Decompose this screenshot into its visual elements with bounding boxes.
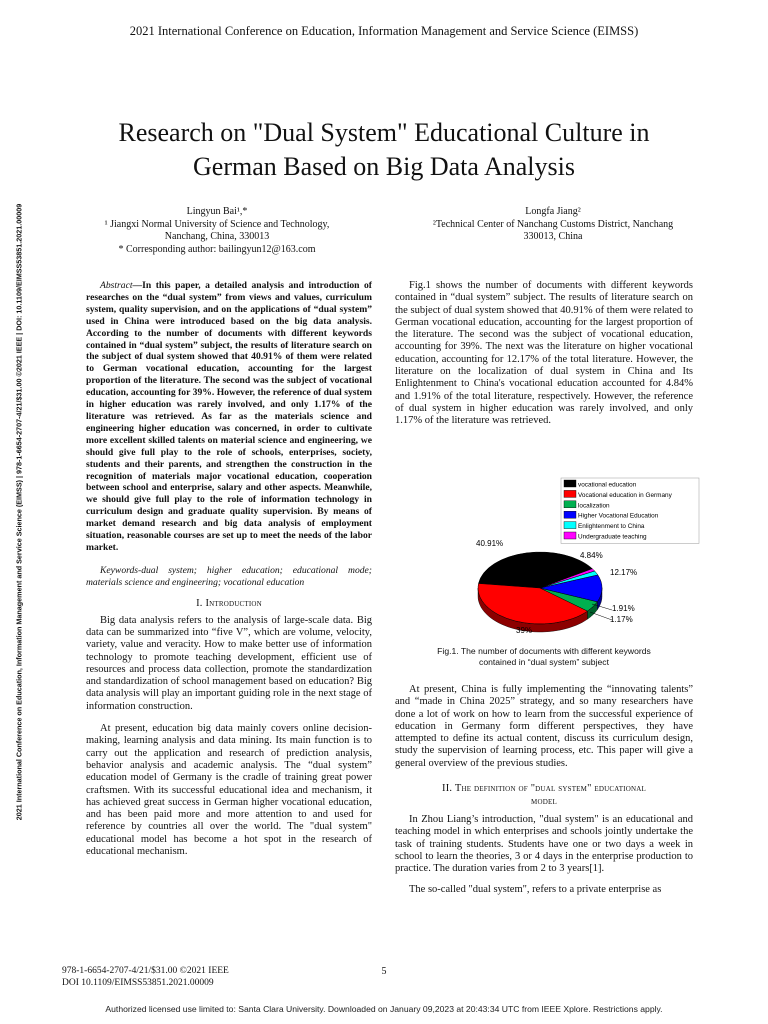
pie-data-label-3: 12.17%	[610, 568, 638, 577]
legend-swatch-0	[564, 480, 576, 487]
figure-1	[462, 476, 702, 636]
pie-data-label-4: 1.91%	[612, 604, 635, 613]
figure-caption-line-1: Fig.1. The number of documents with different keywords	[437, 646, 651, 656]
section-1-paragraph-2: At present, education big data mainly covers online decision-making, learning analysis and data mining. Its main function is to carry out the application and research of prediction analysis, behavior analysis and academic analysis. The “dual system” education model of Germany is the cradle of training great power craftsmen. With its successful educational idea and mechanism, it has achieved great success in German higher vocational education, and has been paid more and more attention to and used for reference by countries all over the world. The "dual system" educational model has become a hot spot in the research of educational mechanism.	[86, 723, 372, 857]
legend-label-5: Undergraduate teaching	[578, 533, 647, 541]
title-line-1: Research on "Dual System" Educational Culture in	[118, 118, 650, 147]
figure-caption-line-2: contained in “dual system” subject	[479, 657, 609, 667]
side-identifier	[12, 0, 26, 1024]
left-column	[86, 280, 372, 858]
abstract-label: Abstract	[100, 280, 133, 291]
side-identifier-text: 2021 International Conference on Education, Information Management and Service Science (EIMSS) | 978-1-6654-2707-4/21/$31.00 ©2021 IEEE | DOI: 10.1109/EIMSS53851.2021.00009	[14, 203, 24, 821]
legend-swatch-4	[564, 522, 576, 529]
section-2-heading-line-1: II. The definition of "dual system" educational	[442, 783, 646, 795]
section-2-paragraph-1: In Zhou Liang’s introduction, "dual system" is an educational and teaching model in which enterprises and schools jointly undertake the task of training students. Students have one or two days a week in school to learn the theories, 3 or 4 days in the enterprise production to practice. The duration varies from 2 to 3 years[1].	[395, 814, 693, 875]
author-affiliation-2b: 330013, China	[523, 231, 583, 242]
legend-label-2: localization	[578, 502, 610, 510]
legend-label-1: Vocational education in Germany	[578, 491, 672, 499]
author-name-2: Longfa Jiang²	[525, 206, 581, 217]
figure-1-caption	[395, 646, 693, 668]
section-2-heading	[395, 782, 693, 808]
pie-data-label-0: 39%	[516, 626, 533, 635]
section-1-heading: I. Introduction	[196, 597, 262, 609]
abstract-text: —In this paper, a detailed analysis and introduction of researches on the “dual system” from views and values, curriculum system, quality supervision, and on the applications of “dual system” used in China were introduced based on the big data analysis. According to the number of documents with different keywords contained in “dual system” subject, the results of literature search on the subject of dual system showed that 40.91% of them were related to German vocational education, accounting for the largest proportion of the literature. The second was the subject of vocational education, accounting for 39%. However, the reference of dual system in higher education was rarely involved, and only 1.17% of the literature was retrieved. As far as the materials science and engineering higher education was concerned, in order to cultivate more excellent skilled talents on material science and engineering, we should give full play to the role of schools, enterprises, society, students and their parents, and strengthen the construction in the recognition of materials major vocational education, cooperation between school and enterprise, salary and other aspects. Meanwhile, we should give full play to the role of information technology in curriculum design and graduate quality supervision. By means of market demand research and big data analysis of employment situation, reasonable courses are set up to meet the needs of the labor market.	[86, 280, 372, 553]
pie-data-label-2: 4.84%	[580, 551, 603, 560]
conference-header: 2021 International Conference on Education, Information Management and Service Science (EIMSS)	[129, 24, 639, 38]
section-2-paragraph-2: The so-called "dual system", refers to a private enterprise as	[409, 883, 662, 895]
corresponding-author: * Corresponding author: bailingyun12@163.com	[118, 243, 316, 255]
pie-data-label-5: 1.17%	[610, 615, 633, 624]
author-block-1	[62, 206, 372, 256]
legend-swatch-1	[564, 490, 576, 497]
footer-doi: DOI 10.1109/EIMSS53851.2021.00009	[62, 977, 214, 988]
author-affiliation-1b: Nanchang, China, 330013	[164, 231, 270, 242]
footer-ids	[62, 966, 322, 989]
section-1-paragraph-1: Big data analysis refers to the analysis of large-scale data. Big data can be summarized into “five V”, which are volume, velocity, variety, value and veracity. How to make better use of information technology to promote teaching development, efficient use of resources and process data collection, promote the standardization and standardization of school management based on education? Big data analysis will play an important guiding role in the next stage of information construction.	[86, 614, 372, 712]
page-number: 5	[381, 966, 387, 977]
pie-leader-line-1	[590, 612, 612, 620]
author-name-1: Lingyun Bai¹,*	[186, 206, 248, 217]
legend-swatch-3	[564, 511, 576, 518]
author-affiliation-1a: ¹ Jiangxi Normal University of Science and Technology,	[104, 218, 330, 230]
legend-label-0: vocational education	[578, 481, 637, 489]
legend-label-4: Enlightenment to China	[578, 523, 645, 531]
right-column	[395, 280, 693, 428]
right-paragraph-2: At present, China is fully implementing the “innovating talents” and “made in China 2025” strategy, and so many researchers have done a lot of work on how to learn from the successful experience of education in Germany form different perspectives, they have attempted to define its actual content, discuss its curriculum design, study the supervision of learning process, etc. This paper will give a general overview of the previous studies.	[395, 684, 693, 769]
paper-title	[60, 116, 708, 184]
section-2-heading-line-2: model	[531, 796, 557, 808]
author-affiliation-2a: ²Technical Center of Nanchang Customs District, Nanchang	[432, 218, 674, 230]
keywords: Keywords-dual system; higher education; educational mode; materials science and engineering; vocational education	[86, 564, 372, 588]
right-column-lower	[395, 684, 693, 896]
footer-isbn: 978-1-6654-2707-4/21/$31.00 ©2021 IEEE	[62, 966, 229, 976]
right-paragraph-1: Fig.1 shows the number of documents with different keywords contained in “dual system” subject. The results of literature search on the subject of dual system showed that 40.91% of them were related to German vocational education, accounting for the largest proportion of the literature. The second was the subject of vocational education, accounting for 39%. The next was the literature on higher vocational education, accounting for 12.17% of the total literature. However, the literature on the localization of dual system in China and Its Enlightenment to China's vocational education accounted for 4.84% and 1.91% of the total literature, respectively. However, the reference of dual system in higher education was rarely involved, and only 1.17% of the literature was retrieved.	[395, 280, 693, 427]
title-line-2: German Based on Big Data Analysis	[193, 152, 575, 181]
abstract	[86, 280, 372, 554]
author-block-2	[398, 206, 708, 244]
legend-swatch-2	[564, 501, 576, 508]
legend-swatch-5	[564, 532, 576, 539]
pie-chart	[462, 476, 702, 636]
pie-data-label-1: 40.91%	[476, 539, 504, 548]
legend-label-3: Higher Vocational Education	[578, 512, 659, 520]
authorized-use-notice: Authorized licensed use limited to: Santa Clara University. Downloaded on January 09,2023 at 20:43:34 UTC from IEEE Xplore. Restrictions apply.	[105, 1004, 663, 1014]
